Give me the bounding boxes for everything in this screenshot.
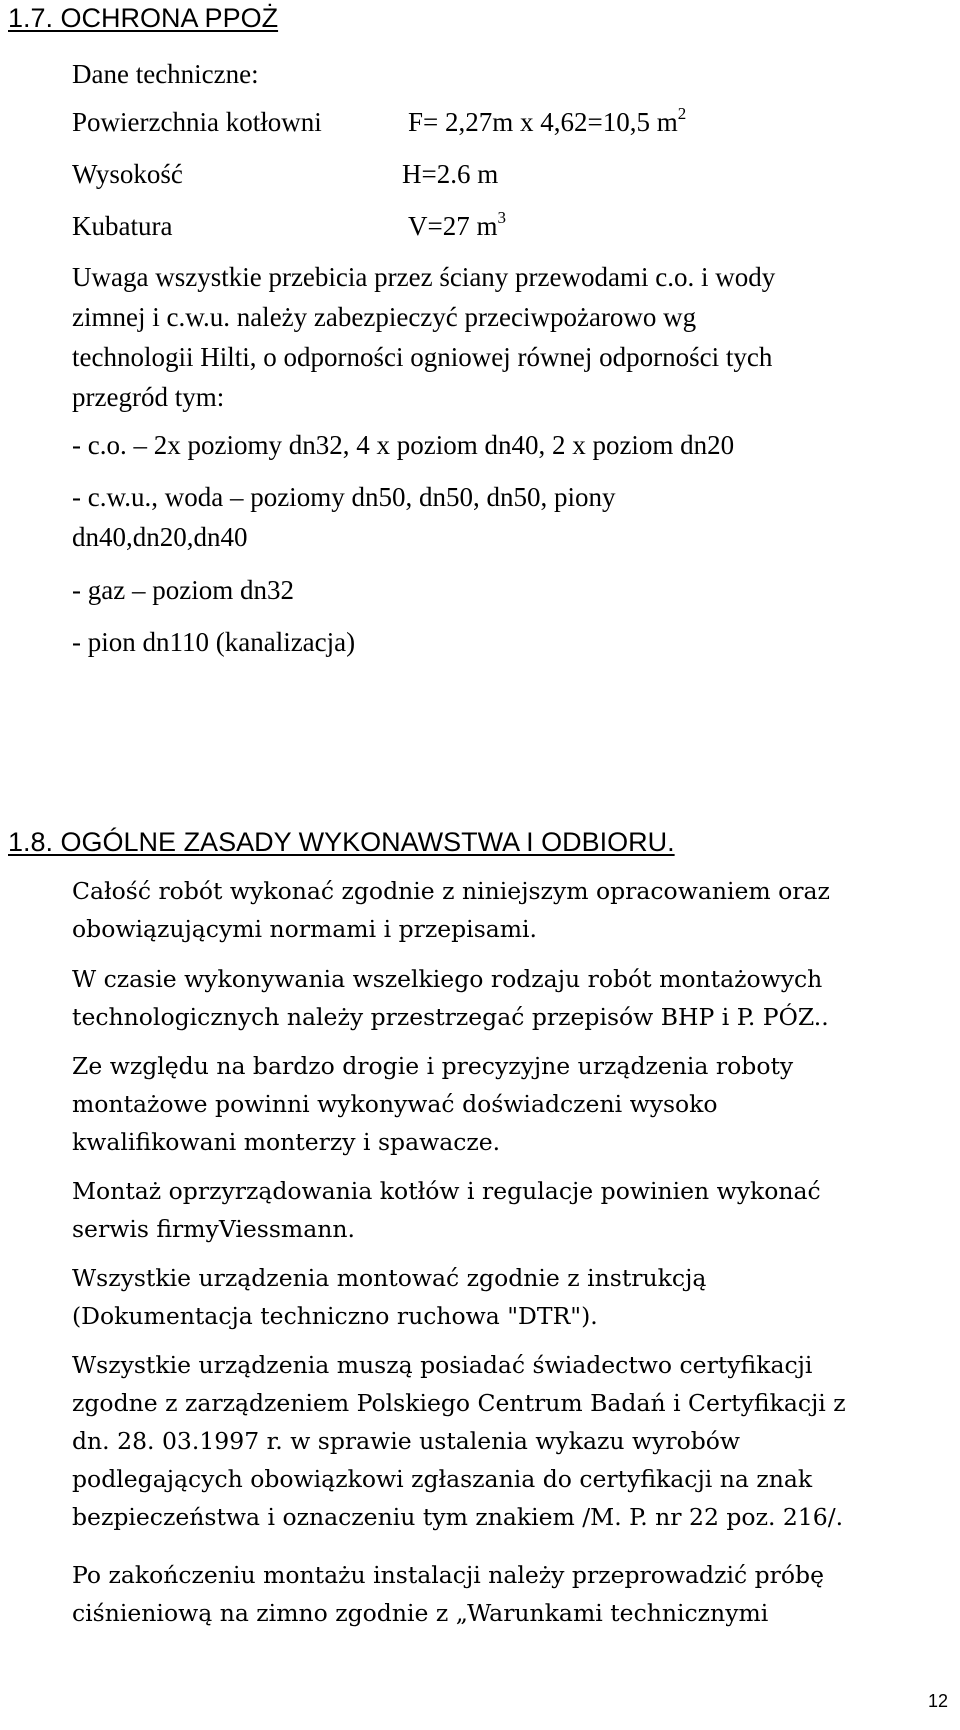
section-heading-1-7: 1.7. OCHRONA PPOŻ	[8, 3, 279, 33]
pipe-item-drain: - pion dn110 (kanalizacja)	[72, 627, 356, 657]
pipe-item-cwu: - c.w.u., woda – poziomy dn50, dn50, dn50, piony dn40,dn20,dn40	[72, 482, 616, 552]
paragraph-safety: W czasie wykonywania wszelkiego rodzaju robót montażowych technologicznych należy przestrzegać przepisów BHP i P. PÓZ..	[72, 965, 829, 1031]
fire-protection-note: Uwaga wszystkie przebicia przez ściany przewodami c.o. i wody zimnej i c.w.u. należy zabezpieczyć przeciwpożarowo wg technologii Hilti, o odporności ogniowej równej odporności tych przegród tym:	[72, 262, 776, 412]
height-label: Wysokość	[72, 159, 183, 189]
height-value: H=2.6 m	[402, 159, 499, 189]
pipe-item-co: - c.o. – 2x poziomy dn32, 4 x poziom dn40, 2 x poziom dn20	[72, 430, 735, 460]
area-value-text: F= 2,27m x 4,62=10,5 m	[408, 107, 678, 137]
paragraph-qualified-staff: Ze względu na bardzo drogie i precyzyjne urządzenia roboty montażowe powinni wykonywać doświadczeni wysoko kwalifikowani monterzy i spawacze.	[72, 1052, 794, 1156]
volume-unit-superscript: 3	[497, 208, 506, 227]
area-label: Powierzchnia kotłowni	[72, 107, 322, 137]
volume-label: Kubatura	[72, 211, 173, 241]
section-heading-1-8: 1.8. OGÓLNE ZASADY WYKONAWSTWA I ODBIORU.	[8, 827, 675, 857]
paragraph-pressure-test: Po zakończeniu montażu instalacji należy przeprowadzić próbę ciśnieniową na zimno zgodnie z „Warunkami technicznymi	[72, 1561, 824, 1627]
paragraph-certification: Wszystkie urządzenia muszą posiadać świadectwo certyfikacji zgodne z zarządzeniem Polskiego Centrum Badań i Certyfikacji z dn. 28. 03.1997 r. w sprawie ustalenia wykazu wyrobów podlegających obowiązkowi zgłaszania do certyfikacji na znak bezpieczeństwa i oznaczeniu tym znakiem /M. P. nr 22 poz. 216/.	[72, 1351, 846, 1531]
pipe-item-gas: - gaz – poziom dn32	[72, 575, 294, 605]
paragraph-dtr-instructions: Wszystkie urządzenia montować zgodnie z instrukcją (Dokumentacja techniczno ruchowa "DTR").	[72, 1264, 707, 1330]
area-unit-superscript: 2	[677, 104, 687, 123]
volume-value-text: V=27 m	[408, 211, 498, 241]
paragraph-general: Całość robót wykonać zgodnie z niniejszym opracowaniem oraz obowiązującymi normami i przepisami.	[72, 877, 830, 943]
volume-value	[408, 206, 506, 246]
tech-data-label: Dane techniczne:	[72, 59, 259, 89]
paragraph-viessmann-service: Montaż oprzyrządowania kotłów i regulacje powinien wykonać serwis firmyViessmann.	[72, 1177, 821, 1243]
area-value	[408, 102, 686, 142]
page-number: 12	[927, 1691, 948, 1711]
